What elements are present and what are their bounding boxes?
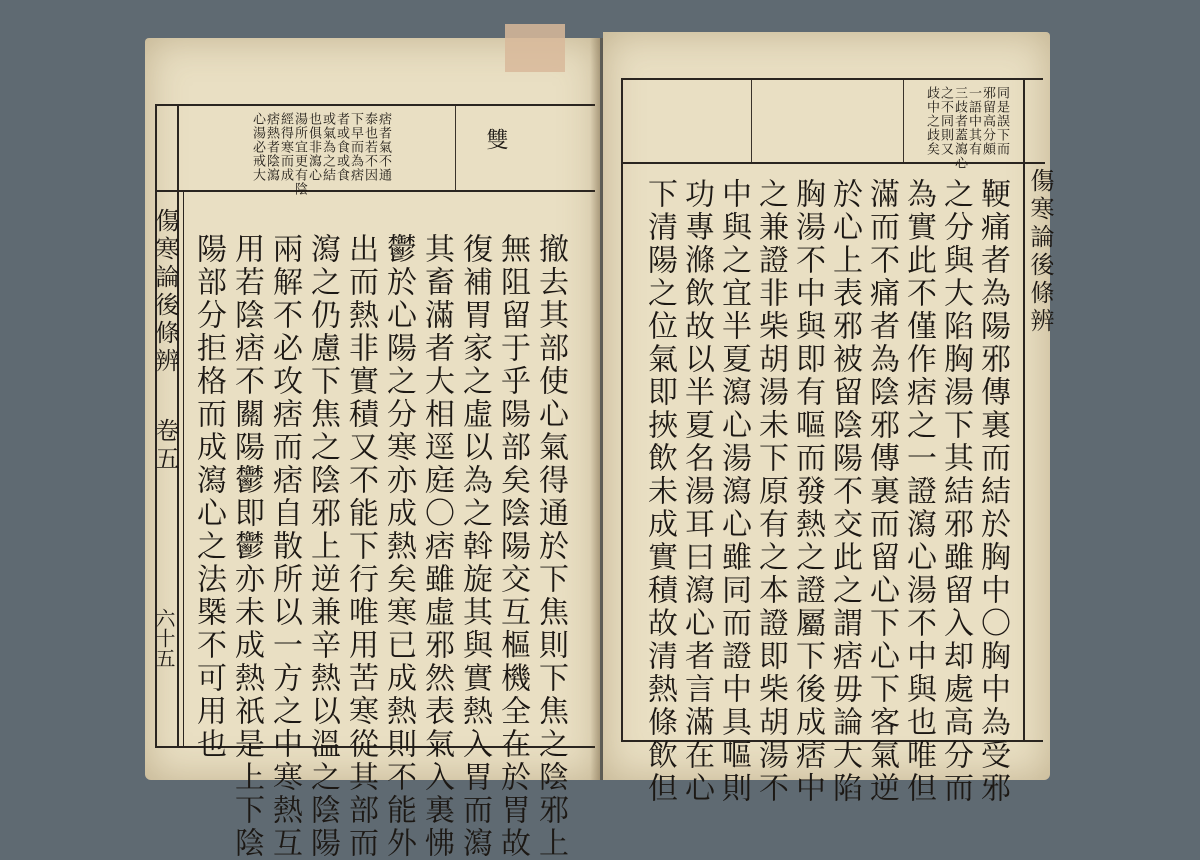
header-note: 一語中其有 bbox=[966, 86, 981, 156]
header-note: 同是誤下而 bbox=[994, 86, 1009, 156]
right-margin-title: 傷寒論後條辨 bbox=[1026, 168, 1054, 336]
header-note: 經得寒而成 bbox=[278, 112, 293, 182]
text-column: 鞕痛者為陽邪傳裏而結於胸中〇胸中為受邪 bbox=[975, 178, 1010, 805]
left-spine-rule-inner bbox=[183, 190, 184, 746]
library-stamp bbox=[505, 24, 565, 72]
text-column: 瀉之仍慮下焦之陰邪上逆兼辛熱以溫之陰陽 bbox=[305, 233, 340, 860]
header-note: 也俱非瀉心 bbox=[306, 112, 321, 182]
header-mark: 雙 bbox=[483, 128, 508, 150]
text-column: 之兼證非柴胡湯未下原有之本證即柴胡湯不 bbox=[753, 178, 788, 805]
text-column: 撤去其部使心氣得通於下焦則下焦之陰邪上 bbox=[533, 233, 568, 860]
header-note: 下早而為痞 bbox=[348, 112, 363, 182]
text-column: 陽部分拒格而成瀉心之法槩不可用也 bbox=[191, 233, 226, 761]
header-note: 之不同則又 bbox=[938, 86, 953, 156]
text-column: 其畜滿者大相逕庭〇痞雖虛邪然表氣入裏怫 bbox=[419, 233, 454, 860]
right-page bbox=[603, 32, 1054, 805]
header-note: 歧中之歧矣 bbox=[924, 86, 939, 156]
text-column: 於心上表邪被留陰陽不交此之謂痞毋論大陷 bbox=[827, 178, 862, 805]
text-column: 兩解不必攻痞而痞自散所以一方之中寒熱互 bbox=[267, 233, 302, 860]
header-note: 邪留高分頗 bbox=[980, 86, 995, 156]
text-column: 鬱於心陽之分寒亦成熱矣寒已成熱則不能外 bbox=[381, 233, 416, 860]
text-column: 用若陰痞不關陽鬱即鬱亦未成熱祇是上下陰 bbox=[229, 233, 264, 860]
header-note: 心湯必戒大 bbox=[250, 112, 265, 182]
text-column: 下清陽之位氣即挾飲未成實積故清熱條飲但 bbox=[642, 178, 677, 805]
left-volume-label: 卷五 bbox=[151, 418, 179, 474]
text-column: 無阻留于乎陽部矣陰陽交互樞機全在於胃故 bbox=[495, 233, 530, 860]
text-column: 功專滌飲故以半夏名湯耳曰瀉心者言滿在心 bbox=[679, 178, 714, 805]
open-book bbox=[145, 32, 1054, 860]
left-margin-title: 傷寒論後條辨 bbox=[151, 208, 179, 376]
header-note: 湯所宜更有陰 bbox=[292, 112, 307, 196]
header-note: 三歧者蓋瀉心 bbox=[952, 86, 967, 170]
right-header-box-rule-2 bbox=[903, 80, 904, 162]
right-header-box-rule bbox=[751, 80, 752, 162]
text-column: 滿而不痛者為陰邪傳裏而留心下心下客氣逆 bbox=[864, 178, 899, 805]
header-note: 泰也若不因 bbox=[362, 112, 377, 182]
header-note: 痞熱者陰瀉 bbox=[264, 112, 279, 182]
left-header-box-rule bbox=[455, 106, 456, 190]
left-page bbox=[145, 38, 600, 860]
header-note: 痞者氣不通 bbox=[376, 112, 391, 182]
text-column: 之分與大陷胸湯下其結邪雖留入却處高分而 bbox=[938, 178, 973, 805]
right-header-divider bbox=[621, 162, 1045, 164]
left-header-divider bbox=[155, 190, 595, 192]
left-page-number: 六十五 bbox=[152, 608, 176, 668]
text-column: 中與之宜半夏瀉心湯瀉心雖同而證中具嘔則 bbox=[716, 178, 751, 805]
header-note: 或氣為之結 bbox=[320, 112, 335, 182]
text-column: 復補胃家之虛以為之斡旋其與實熱入胃而瀉 bbox=[457, 233, 492, 860]
text-column: 胸湯不中與即有嘔而發熱之證屬下後成痞中 bbox=[790, 178, 825, 805]
text-column: 出而熱非實積又不能下行唯用苦寒從其部而 bbox=[343, 233, 378, 860]
text-column: 為實此不僅作痞之一證瀉心湯不中與也唯但 bbox=[901, 178, 936, 805]
header-note: 者或食或食 bbox=[334, 112, 349, 182]
